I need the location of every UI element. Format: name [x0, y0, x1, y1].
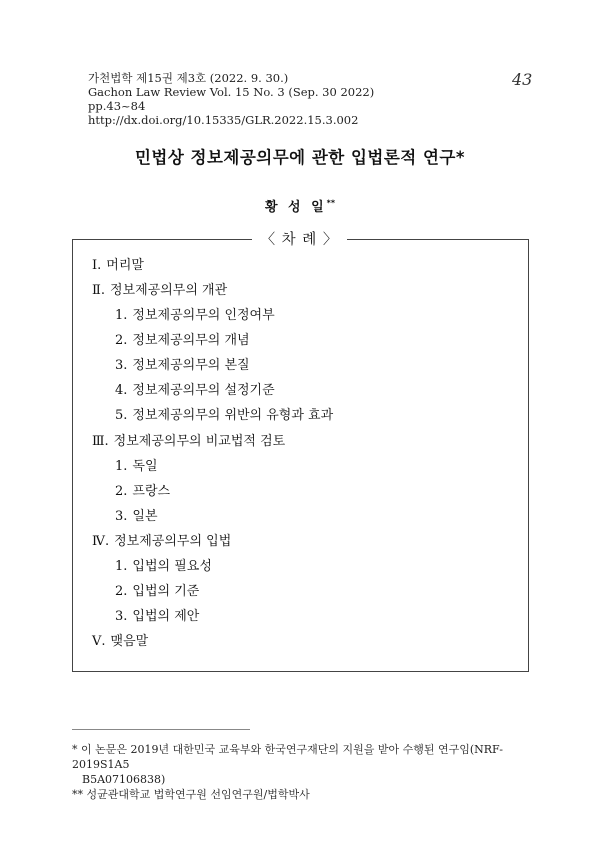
toc-label: 독일	[132, 459, 158, 474]
toc-top-rule-left	[72, 239, 252, 240]
toc-subsection-3-2[interactable]	[115, 480, 170, 499]
toc-label: 프랑스	[132, 484, 171, 499]
toc-label: 정보제공의무의 인정여부	[132, 308, 275, 323]
toc-number: 1.	[115, 459, 128, 474]
toc-top-rule-right	[347, 239, 528, 240]
toc-label: 입법의 기준	[132, 584, 200, 599]
author-footnote-mark: **	[326, 198, 336, 208]
toc-number: 2.	[115, 333, 128, 348]
toc-subsection-2-4[interactable]	[115, 379, 275, 398]
toc-section-4[interactable]	[92, 530, 231, 549]
toc-number: 1.	[115, 559, 128, 574]
toc-label: 정보제공의무의 위반의 유형과 효과	[132, 408, 334, 423]
doi-link[interactable]: http://dx.doi.org/10.15335/GLR.2022.15.3.002	[88, 113, 359, 127]
toc-label: 정보제공의무의 개념	[132, 333, 250, 348]
footnotes	[72, 742, 532, 802]
toc-label: 정보제공의무의 비교법적 검토	[113, 434, 286, 449]
toc-subsection-2-5[interactable]	[115, 404, 333, 423]
toc-subsection-3-1[interactable]	[115, 455, 158, 474]
toc-number: 2.	[115, 584, 128, 599]
toc-label: 정보제공의무의 본질	[132, 358, 250, 373]
toc-label: 머리말	[106, 258, 144, 273]
toc-number: Ⅰ.	[92, 258, 102, 273]
toc-number: Ⅱ.	[92, 283, 105, 298]
toc-label: 맺음말	[110, 634, 149, 649]
journal-issue-en: Gachon Law Review Vol. 15 No. 3 (Sep. 30 2022)	[88, 85, 375, 99]
toc-label: 입법의 제안	[132, 609, 200, 624]
toc-section-1[interactable]	[92, 254, 144, 273]
toc-subsection-2-1[interactable]	[115, 304, 275, 323]
toc-section-2[interactable]	[92, 279, 227, 298]
paper-title: 민법상 정보제공의무에 관한 입법론적 연구*	[134, 148, 465, 167]
toc-number: 1.	[115, 308, 128, 323]
toc-label: 정보제공의무의 개관	[109, 283, 228, 298]
toc-number: 3.	[115, 509, 128, 524]
toc-label: 정보제공의무의 설정기준	[132, 383, 275, 398]
author-line	[0, 196, 600, 215]
toc-number: 4.	[115, 383, 128, 398]
footnote-funding: * 이 논문은 2019년 대한민국 교육부와 한국연구재단의 지원을 받아 수행된 연구임(NRF-2019S1A5	[72, 743, 503, 771]
toc-number: Ⅲ.	[92, 434, 109, 449]
toc-number: Ⅴ.	[92, 634, 106, 649]
toc-section-3[interactable]	[92, 430, 285, 449]
toc-subsection-2-2[interactable]	[115, 329, 250, 348]
footnote-funding-cont: B5A07106838)	[82, 773, 166, 786]
journal-meta	[88, 71, 374, 127]
toc-label: 일본	[132, 509, 158, 524]
toc-subsection-4-2[interactable]	[115, 580, 199, 599]
toc-number: Ⅳ.	[92, 534, 110, 549]
author-name: 황 성 일	[264, 200, 327, 215]
page-number: 43	[512, 70, 533, 89]
footnote-author-affiliation: ** 성균관대학교 법학연구원 선임연구원/법학박사	[72, 788, 310, 801]
toc-heading: 〈 차 례 〉	[260, 232, 339, 248]
toc-number: 5.	[115, 408, 128, 423]
journal-issue-kr: 가천법학 제15권 제3호 (2022. 9. 30.)	[88, 71, 289, 85]
toc-subsection-3-3[interactable]	[115, 505, 158, 524]
footnote-divider	[72, 729, 250, 730]
toc-section-5[interactable]	[92, 630, 148, 649]
toc-number: 3.	[115, 609, 128, 624]
toc-subsection-4-1[interactable]	[115, 555, 212, 574]
page-range: pp.43~84	[88, 99, 146, 113]
toc-number: 2.	[115, 484, 128, 499]
toc-label: 정보제공의무의 입법	[114, 534, 232, 549]
toc-number: 3.	[115, 358, 128, 373]
toc-subsection-2-3[interactable]	[115, 354, 250, 373]
toc-subsection-4-3[interactable]	[115, 605, 199, 624]
toc-label: 입법의 필요성	[132, 559, 212, 574]
